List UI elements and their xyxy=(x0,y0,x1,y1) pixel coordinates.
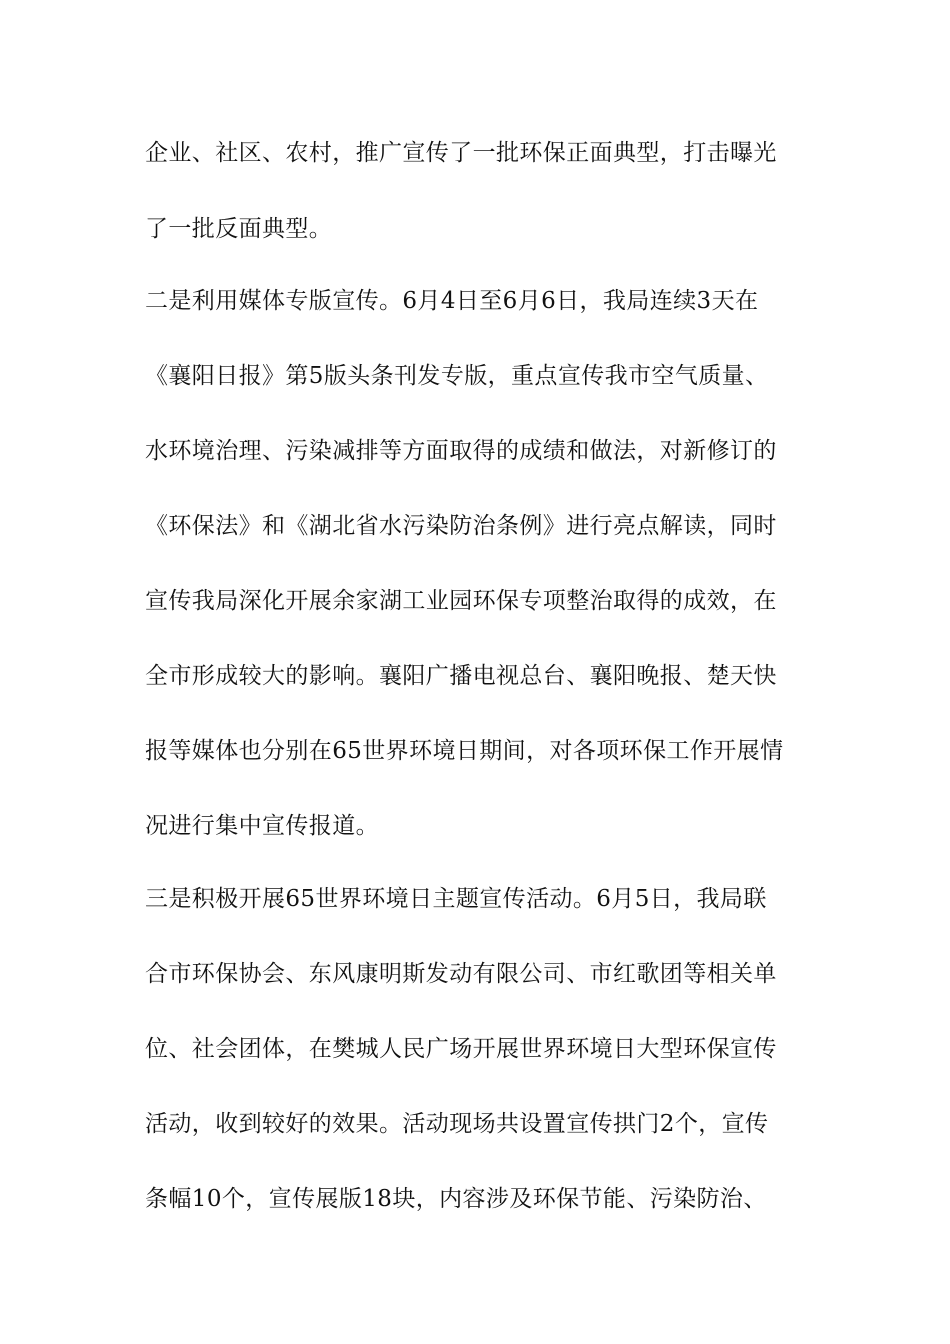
text-line: 合市环保协会、东风康明斯发动有限公司、市红歌团等相关单 xyxy=(145,961,777,987)
text-line: 报等媒体也分别在65世界环境日期间，对各项环保工作开展情 xyxy=(145,738,784,764)
text-line: 位、社会团体，在樊城人民广场开展世界环境日大型环保宣传 xyxy=(145,1036,777,1062)
text-line: 水环境治理、污染减排等方面取得的成绩和做法，对新修订的 xyxy=(145,438,777,464)
text-line: 二是利用媒体专版宣传。6月4日至6月6日，我局连续3天在 xyxy=(145,288,759,314)
text-line: 宣传我局深化开展余家湖工业园环保专项整治取得的成效，在 xyxy=(145,588,777,614)
text-line: 况进行集中宣传报道。 xyxy=(145,813,379,839)
text-line: 企业、社区、农村，推广宣传了一批环保正面典型，打击曝光 xyxy=(145,140,777,166)
text-line: 《环保法》和《湖北省水污染防治条例》进行亮点解读，同时 xyxy=(145,513,777,539)
text-line: 三是积极开展65世界环境日主题宣传活动。6月5日，我局联 xyxy=(145,886,767,912)
text-line: 全市形成较大的影响。襄阳广播电视总台、襄阳晚报、楚天快 xyxy=(145,663,777,689)
text-line: 活动，收到较好的效果。活动现场共设置宣传拱门2个，宣传 xyxy=(145,1111,769,1137)
text-line: 条幅10个，宣传展版18块，内容涉及环保节能、污染防治、 xyxy=(145,1186,767,1212)
text-line: 了一批反面典型。 xyxy=(145,216,333,242)
text-line: 《襄阳日报》第5版头条刊发专版，重点宣传我市空气质量、 xyxy=(145,363,769,389)
